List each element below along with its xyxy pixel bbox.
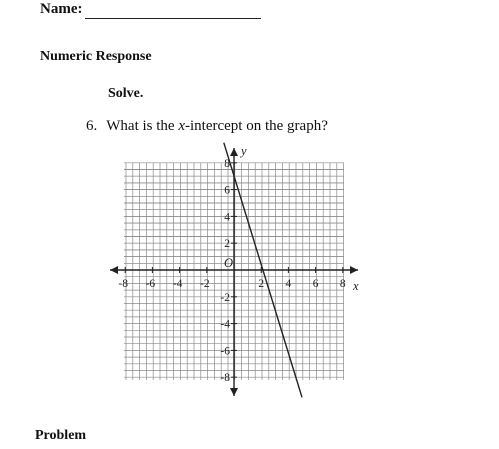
y-tick-label: -8 bbox=[220, 372, 230, 385]
question-text-end: -intercept on the graph? bbox=[185, 118, 328, 134]
question-text-start: What is the bbox=[106, 118, 179, 134]
y-tick-label: -2 bbox=[220, 291, 230, 304]
y-tick-label: 4 bbox=[224, 211, 230, 224]
problem-label: Problem bbox=[35, 428, 87, 443]
x-tick-label: 2 bbox=[258, 278, 265, 290]
x-tick-label: 6 bbox=[312, 278, 319, 290]
y-tick-label: 2 bbox=[224, 238, 230, 251]
section-title: Numeric Response bbox=[40, 49, 152, 64]
origin-label: O bbox=[224, 256, 234, 270]
y-tick-label: -4 bbox=[220, 318, 230, 331]
x-axis-left-arrow bbox=[110, 266, 118, 274]
x-tick-label: -6 bbox=[145, 278, 156, 290]
x-tick-label: -8 bbox=[118, 278, 128, 290]
y-tick-label: -6 bbox=[220, 345, 230, 358]
y-tick-label: 8 bbox=[224, 157, 230, 170]
x-axis-right-arrow bbox=[350, 266, 358, 274]
question-variable: x bbox=[178, 118, 185, 134]
y-axis-bottom-arrow bbox=[230, 388, 238, 396]
x-tick-label: 4 bbox=[285, 278, 292, 290]
x-tick-label: 8 bbox=[339, 278, 346, 290]
x-tick-label: -2 bbox=[200, 278, 210, 290]
x-axis-label: x bbox=[353, 279, 359, 293]
y-axis-label: y bbox=[241, 144, 247, 158]
y-axis-top-arrow bbox=[230, 148, 238, 156]
instruction-text: Solve. bbox=[108, 86, 144, 101]
y-tick-label: 6 bbox=[224, 184, 230, 197]
name-label: Name: bbox=[40, 1, 83, 17]
question-number: 6. bbox=[86, 118, 98, 134]
x-tick-label: -4 bbox=[172, 278, 183, 290]
